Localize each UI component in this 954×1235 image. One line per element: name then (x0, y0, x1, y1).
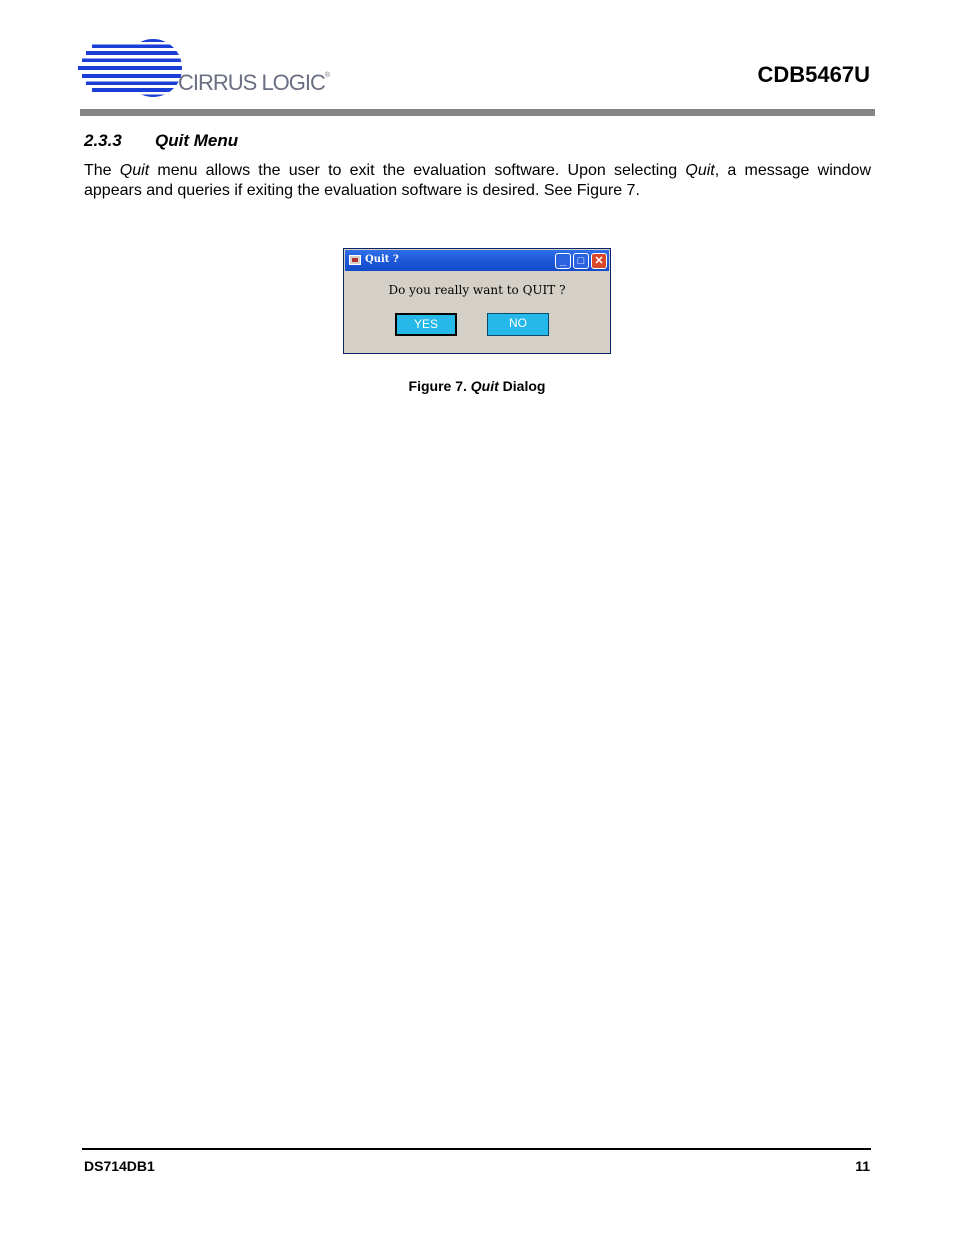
app-icon (349, 255, 361, 265)
section-title: Quit Menu (155, 131, 239, 150)
yes-button[interactable]: YES (395, 313, 457, 336)
section-heading (84, 131, 238, 151)
section-paragraph: The Quit menu allows the user to exit the evaluation software. Upon selecting Quit, a message window appears and queries if exiting the evaluation software is desired. See Figure 7. (84, 162, 872, 199)
figure-caption: Figure 7. Quit Dialog (408, 378, 546, 394)
minimize-icon[interactable]: _ (555, 253, 571, 269)
page-number: 11 (855, 1158, 870, 1174)
logo-wordmark: CIRRUS LOGIC® (178, 70, 330, 95)
footer-doc-id: DS714DB1 (84, 1158, 155, 1174)
footer-rule (82, 1148, 871, 1150)
document-title: CDB5467U (757, 62, 870, 87)
no-button[interactable]: NO (487, 313, 549, 336)
section-number: 2.3.3 (84, 131, 122, 150)
close-icon[interactable]: ✕ (591, 253, 607, 269)
quit-dialog (343, 248, 611, 354)
dialog-titlebar[interactable] (345, 250, 609, 271)
dialog-title: Quit ? (365, 254, 399, 265)
header-rule (80, 109, 875, 116)
dialog-message: Do you really want to QUIT ? (388, 283, 566, 297)
maximize-icon[interactable]: □ (573, 253, 589, 269)
